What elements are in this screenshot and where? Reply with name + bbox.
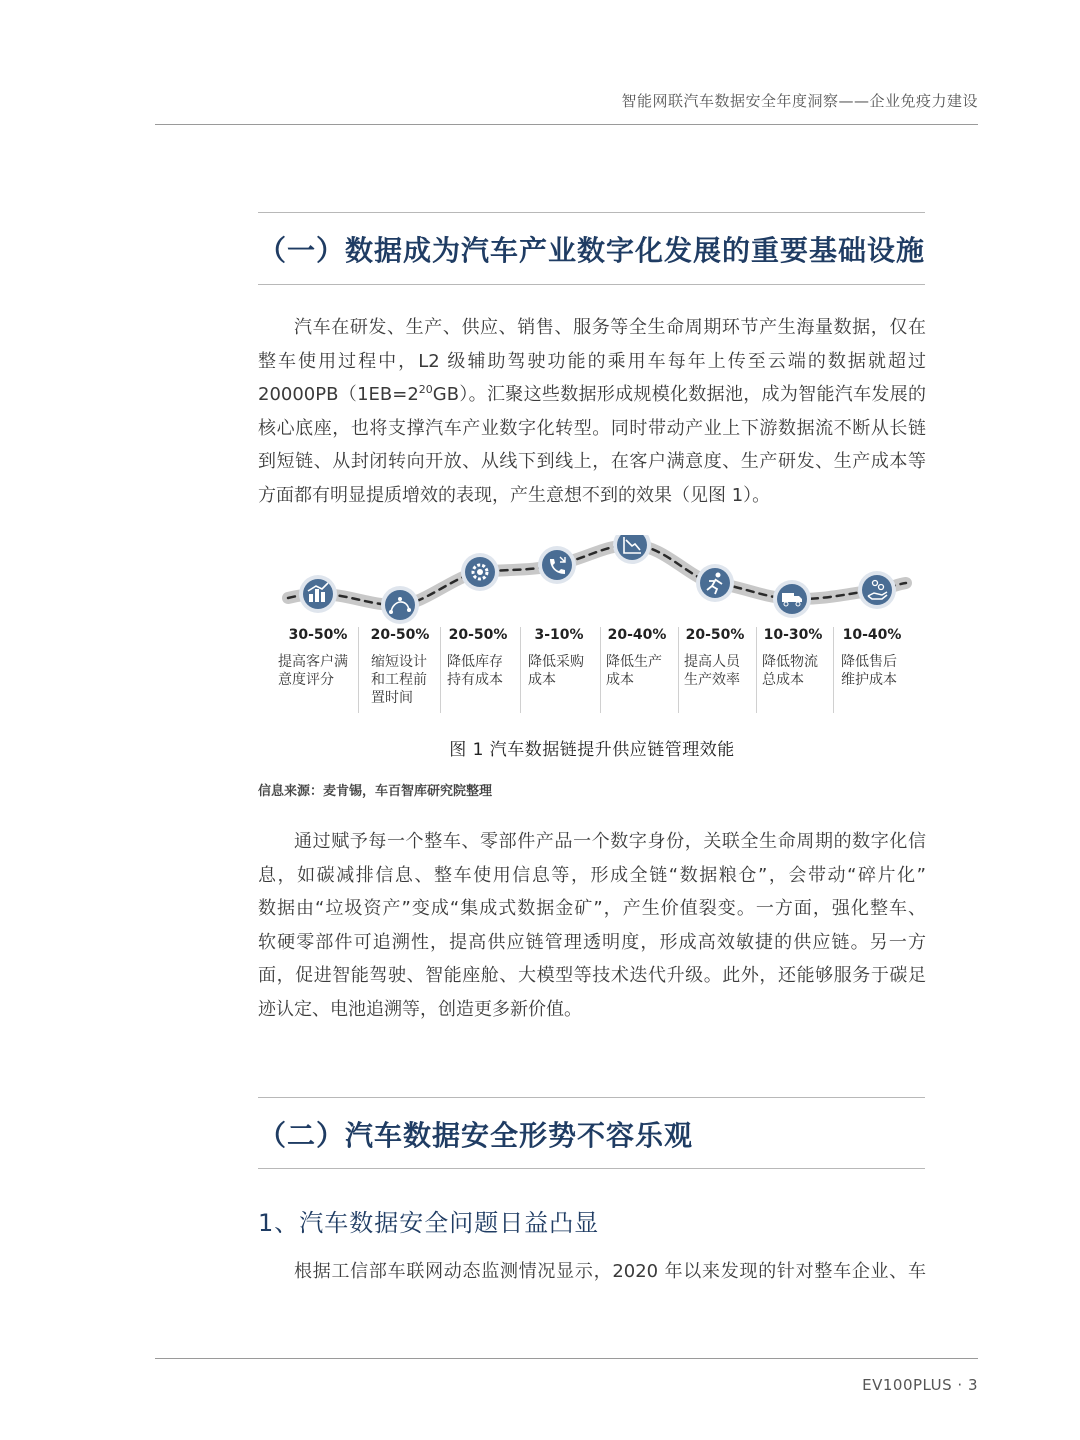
supply-chain-figure: [270, 535, 920, 715]
text-line: 汽车在研发、生产、供应、销售、服务等全生命周期环节产生海量数据，仅在: [294, 317, 926, 338]
desc-line: 降低生产: [606, 654, 662, 670]
section1-top-rule: [258, 212, 925, 213]
text-line: [258, 378, 926, 412]
desc-line: 生产效率: [684, 672, 740, 688]
running-header: 智能网联汽车数据安全年度洞察——企业免疫力建设: [621, 92, 978, 110]
desc-line: 降低物流: [762, 654, 818, 670]
stat-value: 10-30%: [763, 627, 823, 643]
text-line: 息，如碳减排信息、整车使用信息等，形成全链“数据粮仓”，会带动“碎片化”: [258, 864, 926, 886]
text-line: 根据工信部车联网动态监测情况显示，2020 年以来发现的针对整车企业、车: [294, 1261, 926, 1282]
desc-line: 和工程前: [371, 672, 427, 688]
text-segment: 20000PB（1EB=2: [258, 384, 419, 406]
stat-description: [278, 653, 358, 689]
text-line: 到短链、从封闭转向开放、从线下到线上，在客户满意度、生产研发、生产成本等: [258, 451, 926, 473]
text-line: 整车使用过程中，L2 级辅助驾驶功能的乘用车每年上传至云端的数据就超过: [258, 350, 926, 372]
truck-icon: [773, 580, 811, 618]
stat-description: [606, 653, 686, 689]
stat-value: 3-10%: [534, 627, 584, 643]
section1-paragraph-2: [258, 825, 926, 1027]
phone-icon: [538, 546, 576, 584]
stat-value: 10-40%: [842, 627, 902, 643]
stat-value: 20-50%: [370, 627, 430, 643]
stat-description: [684, 653, 764, 689]
stat-value: 20-40%: [607, 627, 667, 643]
desc-line: 总成本: [762, 672, 804, 688]
text-segment: GB）。汇聚这些数据形成规模化数据池，成为智能汽车发展的: [432, 384, 926, 406]
trend-down-icon: [613, 535, 651, 564]
footer-rule: [155, 1358, 978, 1359]
data-chain-graphic: [270, 535, 920, 627]
desc-line: 成本: [606, 672, 634, 688]
section2-bottom-rule: [258, 1168, 925, 1169]
stat-value: 30-50%: [288, 627, 348, 643]
section1-title: （一）数据成为汽车产业数字化发展的重要基础设施: [258, 234, 926, 267]
stat-description: [841, 653, 921, 689]
text-line: 通过赋予每一个整车、零部件产品一个数字身份，关联全生命周期的数字化信: [294, 831, 926, 852]
page-footer: EV100PLUS · 3: [862, 1376, 978, 1394]
design-curve-icon: [381, 586, 419, 624]
text-line: 软硬零部件可追溯性，提高供应链管理透明度，形成高效敏捷的供应链。另一方: [258, 931, 926, 953]
desc-line: 置时间: [371, 690, 413, 706]
desc-line: 意度评分: [278, 672, 334, 688]
stat-description: [762, 653, 842, 689]
desc-line: 维护成本: [841, 672, 897, 688]
section1-paragraph-1: [258, 311, 926, 513]
desc-line: 提高客户满: [278, 654, 348, 670]
desc-line: 持有成本: [447, 672, 503, 688]
section1-bottom-rule: [258, 284, 925, 285]
desc-line: 成本: [528, 672, 556, 688]
desc-line: 降低库存: [447, 654, 503, 670]
section2-paragraph-1: [258, 1255, 926, 1289]
stat-value: 20-50%: [685, 627, 745, 643]
text-line: 迹认定、电池追溯等，创造更多新价值。: [258, 998, 582, 1020]
desc-line: 降低售后: [841, 654, 897, 670]
gear-icon: [461, 553, 499, 591]
chart-icon: [299, 575, 337, 613]
desc-line: 提高人员: [684, 654, 740, 670]
section2-subtitle: 1、汽车数据安全问题日益凸显: [258, 1209, 600, 1237]
stat-description: [371, 653, 451, 707]
column-divider: [358, 627, 359, 713]
header-rule: [155, 124, 978, 125]
stat-value: 20-50%: [448, 627, 508, 643]
text-line: 核心底座，也将支撑汽车产业数字化转型。同时带动产业上下游数据流不断从长链: [258, 417, 926, 439]
runner-icon: [696, 564, 734, 602]
section2-title: （二）汽车数据安全形势不容乐观: [258, 1119, 694, 1152]
figure-caption: 图 1 汽车数据链提升供应链管理效能: [449, 740, 735, 760]
desc-line: 缩短设计: [371, 654, 427, 670]
section2-top-rule: [258, 1097, 925, 1098]
text-line: 面，促进智能驾驶、智能座舱、大模型等技术迭代升级。此外，还能够服务于碳足: [258, 965, 926, 987]
desc-line: 降低采购: [528, 654, 584, 670]
superscript: 20: [418, 383, 433, 397]
service-hand-icon: [858, 571, 896, 609]
figure-source: 信息来源：麦肯锡，车百智库研究院整理: [258, 784, 493, 799]
text-line: 数据由“垃圾资产”变成“集成式数据金矿”，产生价值裂变。一方面，强化整车、: [258, 898, 926, 920]
stat-description: [447, 653, 527, 689]
text-line: 方面都有明显提质增效的表现，产生意想不到的效果（见图 1）。: [258, 484, 771, 506]
stat-description: [528, 653, 608, 689]
